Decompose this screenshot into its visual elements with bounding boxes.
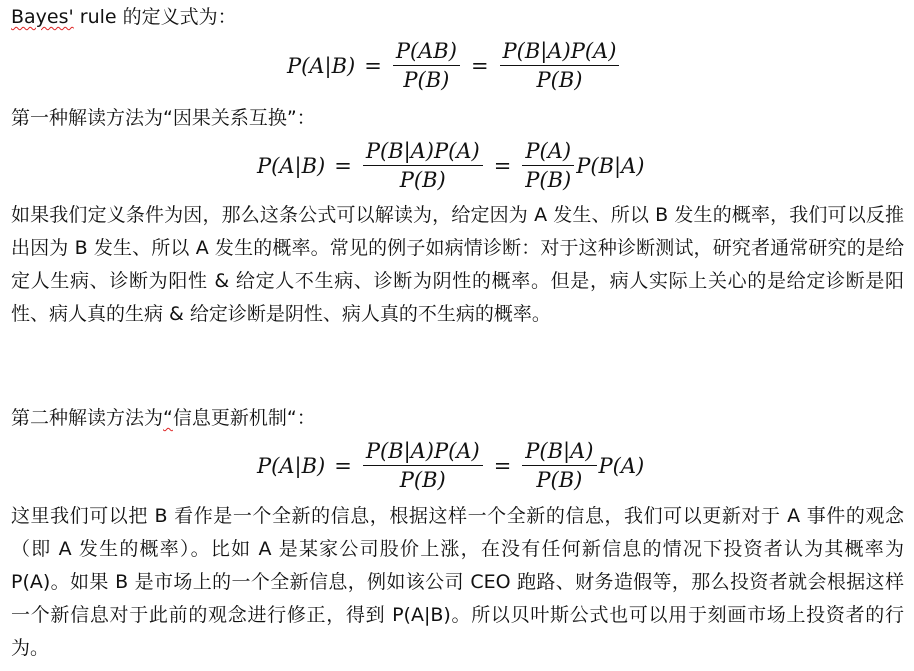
intro-rest: rule 的定义式为： (73, 6, 237, 28)
eq1-frac2-denominator: P(B) (536, 68, 583, 92)
intro-line (11, 4, 237, 30)
eq3-tail: P(A) (598, 453, 645, 478)
eq2-frac1-numerator: P(B|A)P(A) (363, 139, 483, 166)
eq3-equals-1: = (334, 453, 352, 478)
eq1-frac1-denominator: P(B) (403, 68, 450, 92)
reading2-prefix: 第二种解读方法为 (11, 407, 164, 429)
eq3-frac1-denominator: P(B) (399, 468, 446, 492)
eq3-frac1-numerator: P(B|A)P(A) (363, 439, 483, 466)
eq2-frac2-numerator: P(A) (522, 139, 574, 166)
eq1-fraction-1 (393, 39, 460, 92)
eq3-fraction-1 (363, 439, 483, 492)
equation-causal-swap (257, 139, 644, 192)
eq2-lhs: P(A|B) (257, 153, 326, 178)
eq1-frac1-numerator: P(AB) (393, 39, 460, 66)
paragraph-causal-interpretation: 如果我们定义条件为因，那么这条公式可以解读为，给定因为 A 发生、所以 B 发生的概率，我们可以反推出因为 B 发生、所以 A 发生的概率。常见的例子如病情诊断：对于这种诊断测试，研究者通常研究的是给定人生病、诊断为阳性 & 给定人不生病、诊断为阴性的概率。但是，病人实际上关心的是给定诊断是阳性、病人真的生病 & 给定诊断是阴性、病人真的不生病的概率。 (11, 204, 904, 325)
eq3-equals-2: = (493, 453, 512, 478)
eq1-fraction-2 (500, 39, 620, 92)
reading1-heading: 第一种解读方法为“因果关系互换”： (11, 107, 316, 129)
eq1-lhs: P(A|B) (287, 53, 356, 78)
eq2-fraction-2 (522, 139, 574, 192)
reading2-rest: 信息更新机制“： (172, 407, 316, 429)
eq2-frac2-denominator: P(B) (525, 168, 572, 192)
eq2-frac1-denominator: P(B) (399, 168, 446, 192)
eq3-frac2-denominator: P(B) (536, 468, 583, 492)
reading2-quote: “ (163, 407, 173, 429)
eq3-lhs: P(A|B) (257, 453, 326, 478)
eq2-equals-1: = (334, 153, 352, 178)
eq3-fraction-2 (522, 439, 596, 492)
equation-information-update (257, 439, 644, 492)
equation-definition (287, 39, 621, 92)
eq3-frac2-numerator: P(B|A) (522, 439, 596, 466)
eq1-frac2-numerator: P(B|A)P(A) (500, 39, 620, 66)
bayes-term: Bayes' (11, 6, 74, 28)
eq2-tail: P(B|A) (576, 153, 645, 178)
paragraph-information-update: 这里我们可以把 B 看作是一个全新的信息，根据这样一个全新的信息，我们可以更新对于 A 事件的观念（即 A 发生的概率）。比如 A 是某家公司股价上涨，在没有任何新信息的情况下投资者认为其概率为 P(A)。如果 B 是市场上的一个全新信息，例如该公司 CEO 跑路、财务造假等，那么投资者就会根据这样一个新信息对于此前的观念进行修正，得到 P(A|B)。所以贝叶斯公式也可以用于刻画市场上投资者的行为。 (11, 505, 904, 659)
eq1-equals-1: = (364, 53, 382, 78)
eq2-fraction-1 (363, 139, 483, 192)
eq2-equals-2: = (493, 153, 512, 178)
eq1-equals-2: = (470, 53, 489, 78)
reading2-heading (11, 405, 316, 431)
